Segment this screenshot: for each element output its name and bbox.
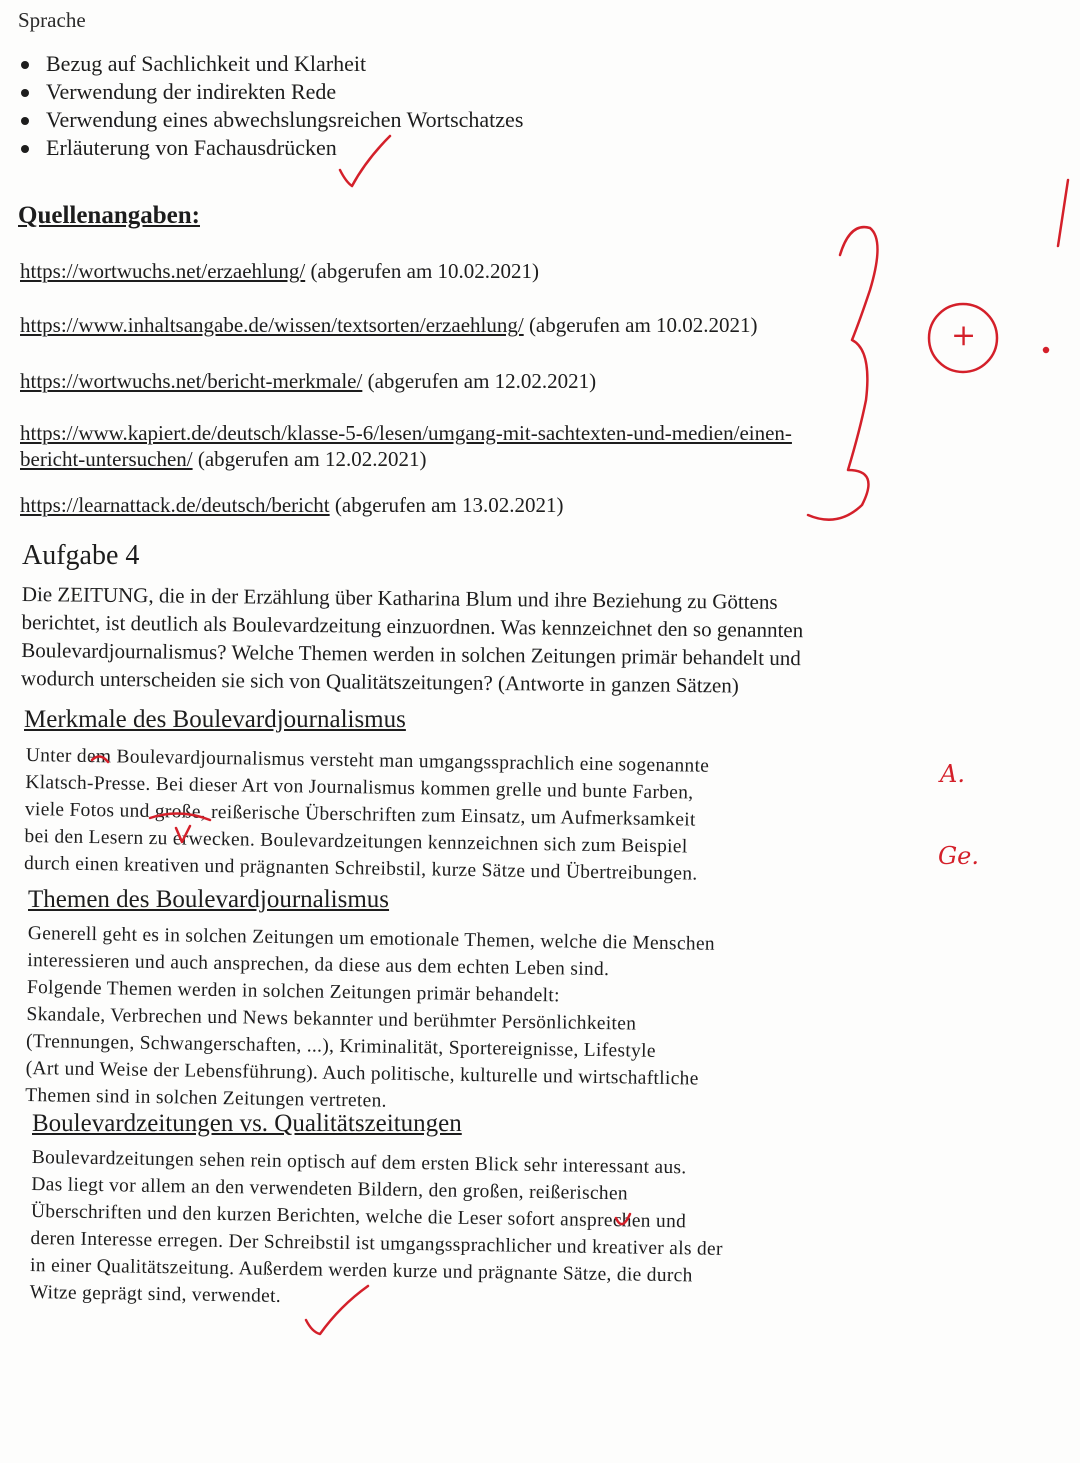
source-link[interactable]: https://wortwuchs.net/bericht-merkmale/ [20,369,363,393]
source-link[interactable]: https://learnattack.de/deutsch/bericht [20,493,330,517]
source-link[interactable]: https://www.inhaltsangabe.de/wissen/textsorten/erzaehlung/ [20,313,524,337]
body-line: Witze geprägt sind, verwendet. [29,1281,282,1307]
body-line: Boulevardzeitungen sehen rein optisch auf dem ersten Blick sehr interessant aus. [31,1146,687,1179]
body-line: Folgende Themen werden in solchen Zeitungen primär behandelt: [26,976,560,1007]
margin-note-a: A. [940,760,965,788]
task-question [21,580,922,701]
source-entry [20,420,792,472]
grade-scribble-icon [808,227,878,520]
body-line: deren Interesse erregen. Der Schreibstil ist umgangssprachlicher und kreativer als der [30,1227,723,1260]
source-date: (abgerufen am 10.02.2021) [305,259,540,283]
bullet-item: Verwendung der indirekten Rede [18,78,523,106]
task-heading: Aufgabe 4 [22,540,140,571]
bullet-item: Verwendung eines abwechslungsreichen Wortschatzes [18,106,523,134]
body-line: durch einen kreativen und prägnanten Schreibstil, kurze Sätze und Übertreibungen. [23,852,698,885]
section-body-themen [25,920,908,1123]
bullet-item: Erläuterung von Fachausdrücken [18,134,523,162]
body-line: bei den Lesern zu erwecken. Boulevardzeitungen kennzeichnen sich zum Beispiel [24,825,688,858]
body-line: Generell geht es in solchen Zeitungen um emotionale Themen, welche die Menschen [27,922,716,955]
section-label-sprache: Sprache [18,8,86,32]
sprache-bullet-list [18,50,523,162]
exclamation-dot-icon [1044,348,1048,352]
body-line: viele Fotos und große, reißerische Überschriften zum Einsatz, um Aufmerksamkeit [24,798,696,831]
body-line: in einer Qualitätszeitung. Außerdem werden kurze und prägnante Sätze, die durch [29,1254,693,1287]
body-line: Das liegt vor allem an den verwendeten Bildern, den großen, reißerischen [31,1173,629,1205]
source-entry [20,492,563,518]
margin-note-ge: Ge. [938,842,980,870]
body-line: Überschriften und den kurzen Berichten, welche die Leser sofort ansprechen und [30,1200,687,1233]
body-line: Skandale, Verbrechen und News bekannter und berühmter Persönlichkeiten [26,1003,637,1035]
body-line: (Trennungen, Schwangerschaften, ...), Kriminalität, Sportereignisse, Lifestyle [25,1030,656,1062]
section-heading-vergleich: Boulevardzeitungen vs. Qualitätszeitungen [32,1110,462,1137]
source-link-continued[interactable]: bericht-untersuchen/ [20,447,193,471]
section-heading-themen: Themen des Boulevardjournalismus [28,886,390,913]
bullet-item: Bezug auf Sachlichkeit und Klarheit [18,50,523,78]
source-entry [20,368,596,394]
margin-plus: + [951,318,977,353]
task-line: Die ZEITUNG, die in der Erzählung über Katharina Blum und ihre Beziehung zu Göttens [21,581,778,614]
body-line: (Art und Weise der Lebensführung). Auch politische, kulturelle und wirtschaftliche [25,1057,699,1090]
body-line: Klatsch-Presse. Bei dieser Art von Journalismus kommen grelle und bunte Farben, [25,771,694,804]
section-body-vergleich [29,1144,911,1320]
source-date: (abgerufen am 10.02.2021) [523,313,758,337]
source-link[interactable]: https://www.kapiert.de/deutsch/klasse-5-6/lesen/umgang-mit-sachtexten-und-medien/einen- [20,421,792,445]
task-line: berichtet, ist deutlich als Boulevardzeitung einzuordnen. Was kennzeichnet den so genannten [21,609,804,643]
body-line: Unter dem Boulevardjournalismus versteht man umgangssprachlich eine sogenannte [25,744,710,777]
source-entry [20,312,758,338]
section-heading-merkmale: Merkmale des Boulevardjournalismus [24,706,406,733]
source-entry [20,258,539,284]
body-line: Themen sind in solchen Zeitungen vertreten. [25,1084,387,1112]
task-line: Boulevardjournalismus? Welche Themen werden in solchen Zeitungen primär behandelt und [21,637,801,671]
section-body-merkmale [24,742,906,891]
source-link[interactable]: https://wortwuchs.net/erzaehlung/ [20,259,306,283]
exclamation-icon [1058,180,1068,246]
source-date: (abgerufen am 12.02.2021) [362,369,597,393]
body-line: interessieren und auch ansprechen, da diese aus dem echten Leben sind. [27,949,610,981]
task-line: wodurch unterscheiden sie sich von Qualitätszeitungen? (Antworte in ganzen Sätzen) [20,665,739,698]
sources-heading: Quellenangaben: [18,202,200,229]
source-date: (abgerufen am 12.02.2021) [192,447,427,471]
source-date: (abgerufen am 13.02.2021) [329,493,564,517]
